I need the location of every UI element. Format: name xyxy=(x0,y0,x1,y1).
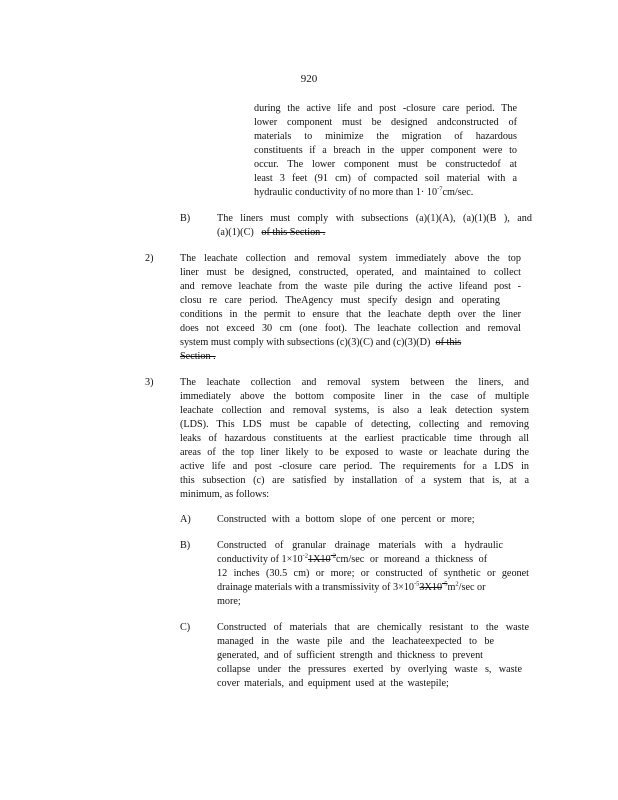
text-line xyxy=(180,336,461,349)
struck-text: of this xyxy=(435,337,462,348)
text-line: closu re care period. TheAgency must specify design and operating xyxy=(180,295,500,306)
superscript: 2 xyxy=(455,580,459,588)
text-line: immediately above the bottom composite liner in the case of multiple xyxy=(180,391,529,402)
text-run: conductivity of 1×10 xyxy=(217,554,303,565)
text-line: 12 inches (30.5 cm) or more; or constructed of synthetic or geonet xyxy=(217,568,529,579)
text-line: materials to minimize the migration of hazardous xyxy=(254,131,517,142)
text-run: m xyxy=(447,582,456,593)
text-line: Constructed with a bottom slope of one percent or more; xyxy=(217,514,475,525)
superscript: -7 xyxy=(437,185,443,193)
superscript: -5 xyxy=(414,580,420,588)
text-run: (a)(1)(C) xyxy=(217,227,254,238)
item-label: B) xyxy=(180,213,191,224)
text-line: least 3 feet (91 cm) of compacted soil material with a xyxy=(254,173,517,184)
text-line xyxy=(180,350,216,363)
struck-text: 1X10 xyxy=(307,554,331,565)
item-label: C) xyxy=(180,622,191,633)
text-line: generated, and of sufficient strength and thickness to prevent xyxy=(217,650,483,661)
struck-text: 3X10 xyxy=(419,582,443,593)
text-line: conditions in the permit to ensure that the leachate depth over the liner xyxy=(180,309,521,320)
text-line: does not exceed 30 cm (one foot). The leachate collection and removal xyxy=(180,323,521,334)
text-line: cover materials, and equipment used at the wastepile; xyxy=(217,678,449,689)
text-line: active life and post -closure care period. The requirements for a LDS in xyxy=(180,461,529,472)
text-line: more; xyxy=(217,596,241,607)
text-line: during the active life and post -closure care period. The xyxy=(254,103,517,114)
text-line: occur. The lower component must be constructedof at xyxy=(254,159,517,170)
text-line: (LDS). This LDS must be capable of detecting, collecting and removing xyxy=(180,419,529,430)
text-line: managed in the waste pile and the leachateexpected to be xyxy=(217,636,494,647)
struck-text: of this Section . xyxy=(261,227,326,238)
text-run: drainage materials with a transmissivity of 3×10 xyxy=(217,582,414,593)
text-run: /sec or xyxy=(458,582,486,593)
superscript: -5 xyxy=(442,580,448,588)
text-line: constituents if a breach in the upper component were to xyxy=(254,145,517,156)
text-line: minimum, as follows: xyxy=(180,489,270,500)
superscript: -2 xyxy=(330,552,337,560)
text-line: areas of the top liner likely to be exposed to waste or leachate during the xyxy=(180,447,529,458)
text-line: leaks of hazardous constituents at the earliest practicable time through all xyxy=(180,433,529,444)
text-line: and remove leachate from the waste pile during the active lifeand post - xyxy=(180,281,521,292)
text-line: Constructed of materials that are chemically resistant to the waste xyxy=(217,622,529,633)
text-line xyxy=(217,226,325,239)
text-line: collapse under the pressures exerted by overlying waste s, waste xyxy=(217,664,522,675)
text-run: system must comply with subsections (c)(3)(C) and (c)(3)(D) xyxy=(180,337,431,348)
item-label: 3) xyxy=(145,377,154,388)
superscript: -2 xyxy=(302,552,308,560)
text-line: leachate collection and removal systems, is also a leak detection system xyxy=(180,405,529,416)
text-run: cm/sec or moreand a thickness of xyxy=(336,554,488,565)
item-label: 2) xyxy=(145,253,154,264)
text-line: Constructed of granular drainage materials with a hydraulic xyxy=(217,540,503,551)
text-line: liner must be designed, constructed, operated, and maintained to collect xyxy=(180,267,521,278)
text-line: lower component must be designed andconstructed of xyxy=(254,117,517,128)
text-line: The leachate collection and removal system between the liners, and xyxy=(180,377,529,388)
text-run: cm/sec. xyxy=(442,187,474,198)
struck-text: Section . xyxy=(180,351,216,362)
item-label: B) xyxy=(180,540,191,551)
text-line: The leachate collection and removal system immediately above the top xyxy=(180,253,521,264)
page-number: 920 xyxy=(300,73,318,85)
text-line: this subsection (c) are satisfied by installation of a system that is, at a xyxy=(180,475,529,486)
text-line xyxy=(254,186,473,199)
text-line: The liners must comply with subsections (a)(1)(A), (a)(1)(B ), and xyxy=(217,213,532,224)
item-label: A) xyxy=(180,514,191,525)
text-line xyxy=(217,553,487,566)
text-line xyxy=(217,581,486,594)
text-run: hydraulic conductivity of no more than 1· 10 xyxy=(254,187,438,198)
